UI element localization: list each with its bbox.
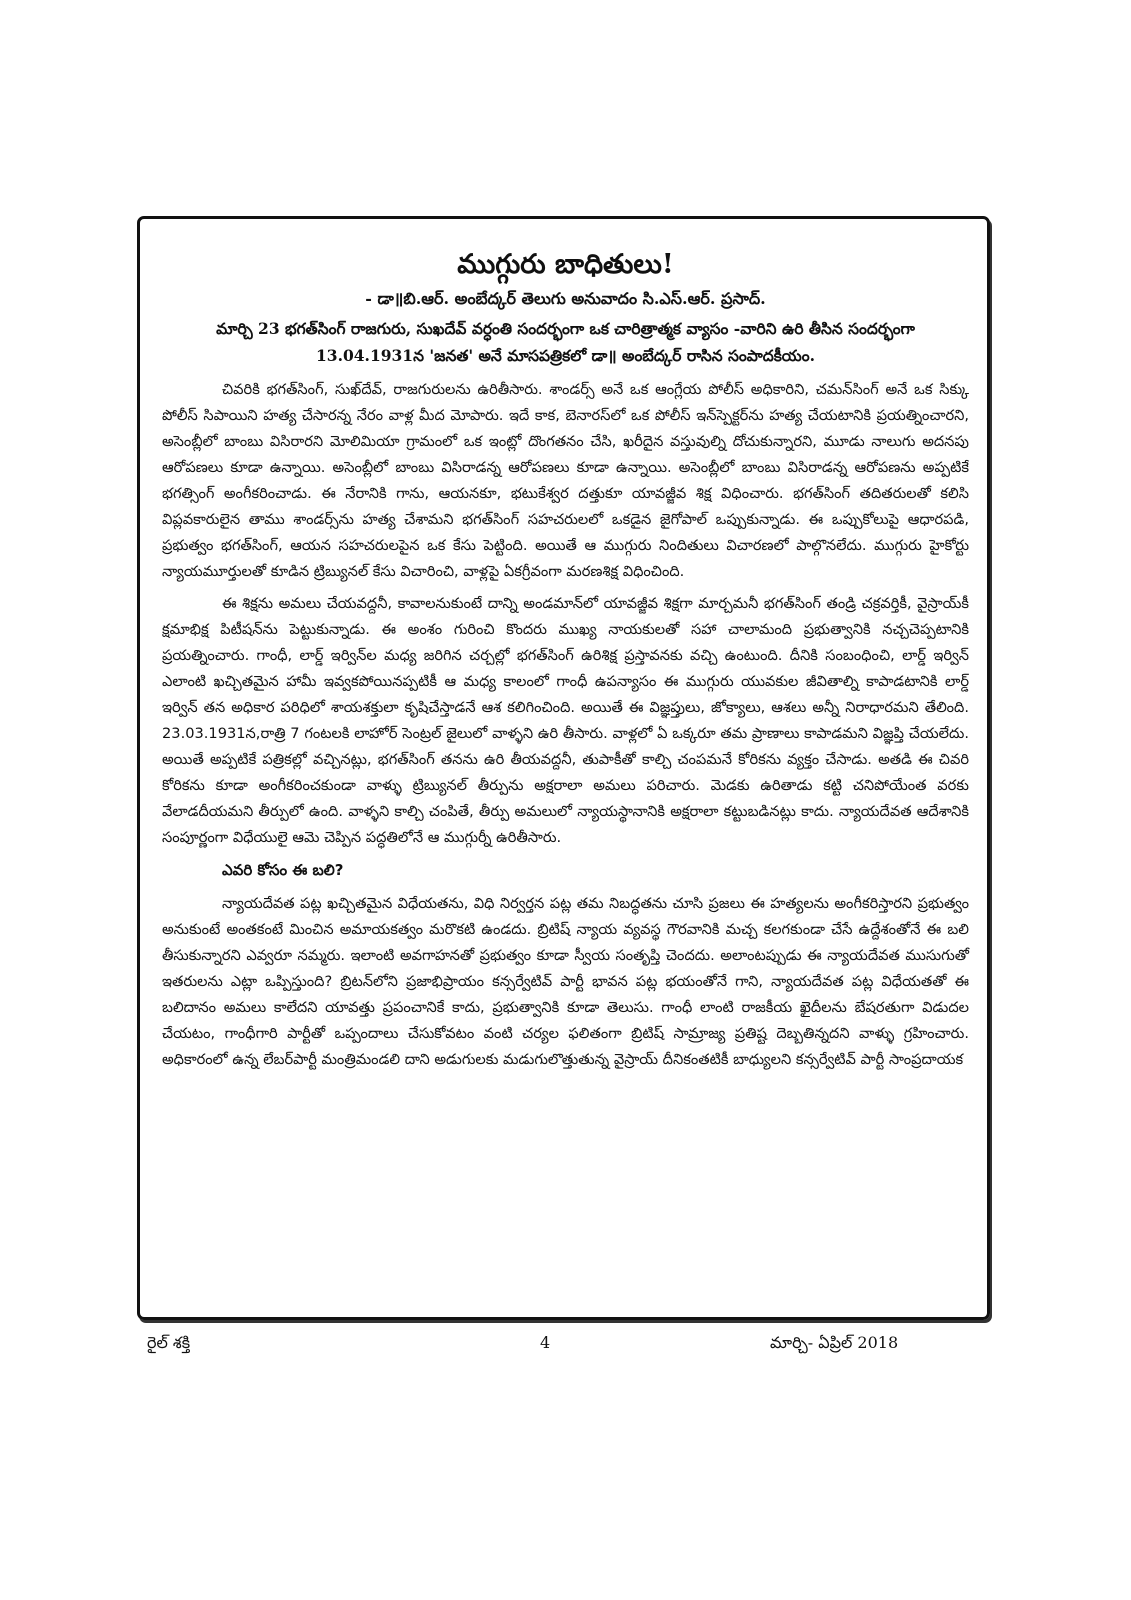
article-subtitle: మార్చి 23 భగత్‌సింగ్ రాజగురు, సుఖదేవ్ వర్ధంతి సందర్భంగా ఒక చారిత్రాత్మక వ్యాసం -వారిని ఉరి తీసిన సందర్భంగా 13.04.1931న 'జనత' అనే మాసపత్రికలో డా॥ అంబేద్కర్ రాసిన సంపాదకీయం. [216, 319, 915, 365]
paragraph-1: చివరికి భగత్‌సింగ్, సుఖ్‌దేవ్, రాజగురులను ఉరితీసారు. శాండర్స్ అనే ఒక ఆంగ్లేయ పోలీస్ అధికారిని, చమన్‌సింగ్ అనే ఒక సిక్కు పోలీస్ సిపాయిని హత్య చేసారన్న నేరం వాళ్ల మీద మోపారు. ఇదే కాక, బెనారస్‌లో ఒక పోలీస్ ఇన్‌స్పెక్టర్‌ను హత్య చేయటానికి ప్రయత్నించారని, అసెంబ్లీలో బాంబు విసిరారని మోలిమియా గ్రామంలో ఒక ఇంట్లో దొంగతనం చేసి, ఖరీదైన వస్తువుల్ని దోచుకున్నారని, మూడు నాలుగు అదనపు ఆరోపణలు కూడా ఉన్నాయి. అసెంబ్లీలో బాంబు విసిరాడన్న ఆరోపణలు కూడా ఉన్నాయి. అసెంబ్లీలో బాంబు విసిరాడన్న ఆరోపణను అప్పటికే భగత్సింగ్ అంగీకరించాడు. ఈ నేరానికి గాను, ఆయనకూ, భటుకేశ్వర దత్తుకూ యావజ్జీవ శిక్ష విధించారు. భగత్‌సింగ్ తదితరులతో కలిసి విప్లవకారులైన తాము శాండర్స్‌ను హత్య చేశామని భగత్‌సింగ్ సహచరులలో ఒకడైన జైగోపాల్ ఒప్పుకున్నాడు. ఈ ఒప్పుకోలుపై ఆధారపడి, ప్రభుత్వం భగత్‌సింగ్, ఆయన సహచరులపైన ఒక కేసు పెట్టింది. అయితే ఆ ముగ్గురు నిందితులు విచారణలో పాల్గొనలేదు. ముగ్గురు హైకోర్టు న్యాయమూర్తులతో కూడిన ట్రిబ్యునల్ కేసు విచారించి, వాళ్లపై ఏకగ్రీవంగా మరణశిక్ష విధించింది. [162, 381, 969, 580]
footer-page-number: 4 [540, 1333, 551, 1352]
section-heading: ఎవరి కోసం ఈ బలి? [222, 861, 344, 879]
article-title: ముగ్గురు బాధితులు! [457, 249, 674, 280]
article-byline: - డా॥బి.ఆర్. అంబేద్కర్ తెలుగు అనువాదం సి.ఎస్.ఆర్. ప్రసాద్. [365, 289, 766, 308]
article-frame [137, 216, 990, 1320]
footer-issue-date: మార్చి- ఏప్రిల్ 2018 [770, 1333, 899, 1352]
paragraph-3: న్యాయదేవత పట్ల ఖచ్చితమైన విధేయతను, విధి నిర్వర్తన పట్ల తమ నిబద్ధతను చూసి ప్రజలు ఈ హత్యలను అంగీకరిస్తారని ప్రభుత్వం అనుకుంటే అంతకంటే మించిన అమాయకత్వం మరొకటి ఉండదు. బ్రిటిష్ న్యాయ వ్యవస్థ గౌరవానికి మచ్చ కలగకుండా చేసే ఉద్దేశంతోనే ఈ బలి తీసుకున్నారని ఎవ్వరూ నమ్మరు. ఇలాంటి అవగాహనతో ప్రభుత్వం కూడా స్వీయ సంతృప్తి చెందదు. అలాంటప్పుడు ఈ న్యాయదేవత ముసుగుతో ఇతరులను ఎట్లా ఒప్పిస్తుంది? బ్రిటన్‌లోని ప్రజాభిప్రాయం కన్సర్వేటివ్ పార్టీ భావన పట్ల భయంతోనే గాని, న్యాయదేవత పట్ల విధేయతతో ఈ బలిదానం అమలు కాలేదని యావత్తు ప్రపంచానికే కాదు, ప్రభుత్వానికి కూడా తెలుసు. గాంధీ లాంటి రాజకీయ ఖైదీలను బేషరతుగా విడుదల చేయటం, గాంధీగారి పార్టీతో ఒప్పందాలు చేసుకోవటం వంటి చర్యల ఫలితంగా బ్రిటిష్ సామ్రాజ్య ప్రతిష్ట దెబ్బతిన్నదని వాళ్ళు గ్రహించారు. అధికారంలో ఉన్న లేబర్‌పార్టీ మంత్రిమండలి దాని అడుగులకు మడుగులొత్తుతున్న వైస్రాయ్ దీనికంతటికీ బాధ్యులని కన్సర్వేటివ్ పార్టీ సాంప్రదాయక [162, 895, 969, 1068]
footer-publication-name: రైల్ శక్తి [147, 1333, 191, 1352]
paragraph-2: ఈ శిక్షను అమలు చేయవద్దనీ, కావాలనుకుంటే దాన్ని అండమాన్‌లో యావజ్జీవ శిక్షగా మార్చమనీ భగత్‌సింగ్ తండ్రి చక్రవర్తికీ, వైస్రాయ్‌కీ క్షమాభిక్ష పిటీషన్‌ను పెట్టుకున్నాడు. ఈ అంశం గురించి కొందరు ముఖ్య నాయకులతో సహా చాలామంది ప్రభుత్వానికి నచ్చచెప్పటానికి ప్రయత్నించారు. గాంధీ, లార్డ్ ఇర్విన్‌ల మధ్య జరిగిన చర్చల్లో భగత్‌సింగ్ ఉరిశిక్ష ప్రస్తావనకు వచ్చి ఉంటుంది. దీనికి సంబంధించి, లార్డ్ ఇర్విన్ ఎలాంటి ఖచ్చితమైన హామీ ఇవ్వకపోయినప్పటికీ ఆ మధ్య కాలంలో గాంధీ ఉపన్యాసం ఈ ముగ్గురు యువకుల జీవితాల్ని కాపాడటానికి లార్డ్ ఇర్విన్ తన అధికార పరిధిలో శాయశక్తులా కృషిచేస్తాడనే ఆశ కలిగించింది. అయితే ఈ విజ్ఞప్తులు, జోక్యాలు, ఆశలు అన్నీ నిరాధారమని తేలింది. 23.03.1931న,రాత్రి 7 గంటలకి లాహోర్ సెంట్రల్ జైలులో వాళ్ళని ఉరి తీసారు. వాళ్లలో ఏ ఒక్కరూ తమ ప్రాణాలు కాపాడమని విజ్ఞప్తి చేయలేదు. అయితే అప్పటికే పత్రికల్లో వచ్చినట్లు, భగత్‌సింగ్ తనను ఉరి తీయవద్దనీ, తుపాకీతో కాల్చి చంపమనే కోరికను వ్యక్తం చేసాడు. అతడి ఈ చివరి కోరికను కూడా అంగీకరించకుండా వాళ్ళు ట్రిబ్యునల్ తీర్పును అక్షరాలా అమలు పరిచారు. మెడకు ఉరితాడు కట్టి చనిపోయేంత వరకు వేలాడదీయమని తీర్పులో ఉంది. వాళ్ళని కాల్చి చంపితే, తీర్పు అమలులో న్యాయస్థానానికి అక్షరాలా కట్టుబడినట్లు కాదు. న్యాయదేవత ఆదేశానికి సంపూర్ణంగా విధేయులై ఆమె చెప్పిన పద్ధతిలోనే ఆ ముగ్గుర్నీ ఉరితీసారు. [162, 595, 969, 846]
